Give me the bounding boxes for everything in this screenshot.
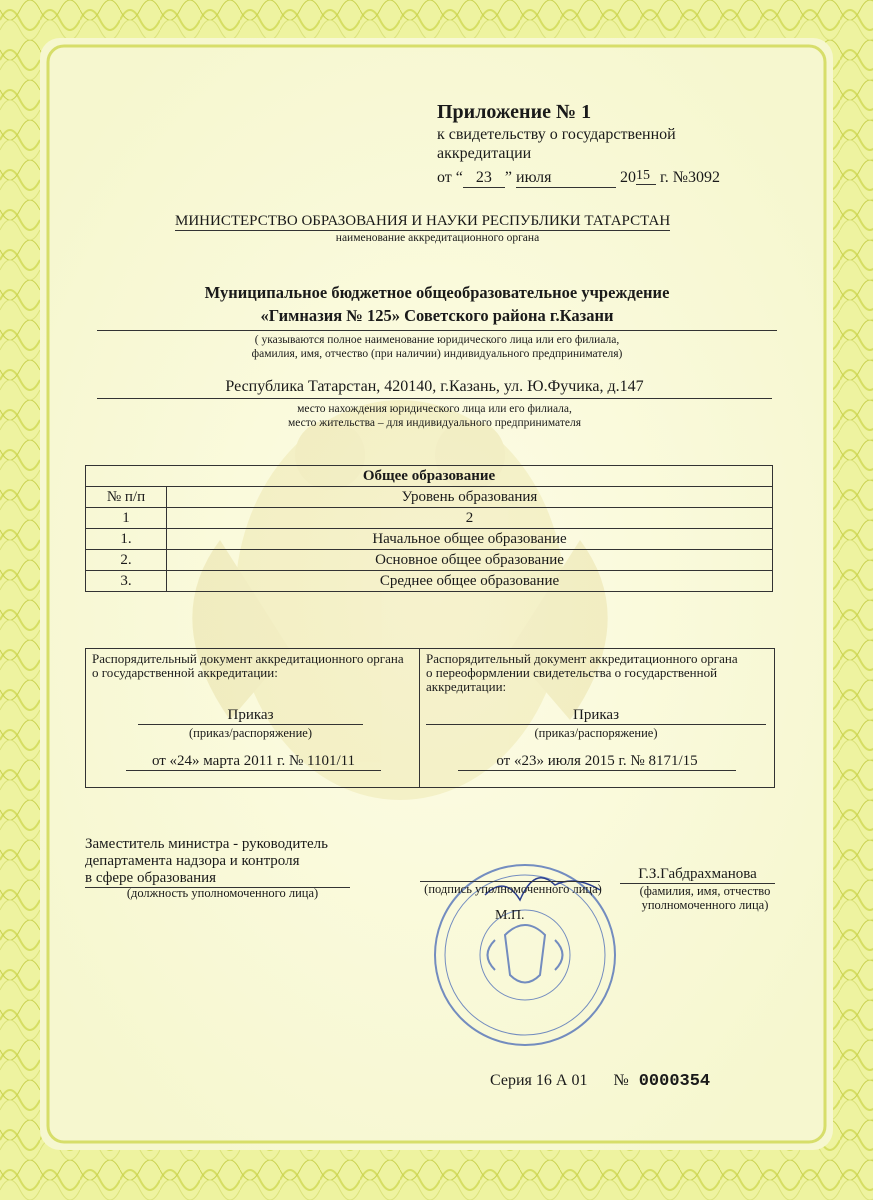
appendix-line1: к свидетельству о государственной — [437, 126, 676, 143]
row-level: Начальное общее образование — [167, 529, 773, 550]
institution-caption2: фамилия, имя, отчество (при наличии) индивидуального предпринимателя) — [251, 348, 623, 360]
series-number: 0000354 — [638, 1072, 711, 1091]
row-level: Среднее общее образование — [167, 571, 773, 592]
address-caption2: место жительства – для индивидуального предпринимателя — [288, 417, 581, 429]
organ-caption: наименование аккредитационного органа — [335, 232, 540, 244]
seal-label: М.П. — [495, 908, 525, 923]
position-line3: в сфере образования — [85, 870, 350, 888]
institution-line1: Муниципальное бюджетное общеобразовательное учреждение — [204, 283, 670, 302]
table-row — [86, 571, 773, 592]
index-col2: 2 — [167, 508, 773, 529]
row-num: 3. — [86, 571, 167, 592]
doc-left-type: Приказ — [138, 707, 363, 725]
table-header-row — [86, 487, 773, 508]
doc-right-details: от «23» июля 2015 г. № 8171/15 — [458, 753, 736, 771]
series-block — [490, 1072, 710, 1091]
doc-right-type-caption: (приказ/распоряжение) — [534, 726, 658, 740]
series-no-label: № — [613, 1072, 629, 1089]
appendix-title: Приложение № 1 — [437, 101, 592, 123]
sign-caption: (подпись уполномоченного лица) — [424, 882, 602, 896]
institution-caption1: ( указываются полное наименование юридического лица или его филиала, — [254, 334, 620, 346]
position-caption: (должность уполномоченного лица) — [126, 886, 319, 900]
row-num: 1. — [86, 529, 167, 550]
table-index-row — [86, 508, 773, 529]
appendix-number: 3092 — [688, 169, 721, 186]
date-day: 23 — [463, 169, 505, 188]
name-caption1: (фамилия, имя, отчество — [639, 884, 771, 898]
year-prefix: 20 — [620, 169, 636, 186]
signer-position — [85, 836, 350, 888]
doc-right-header: Распорядительный документ аккредитационного органа о переоформлении свидетельства о государственной аккредитации: — [426, 651, 738, 694]
education-table-title: Общее образование — [86, 466, 773, 487]
doc-left-type-caption: (приказ/распоряжение) — [188, 726, 313, 740]
date-month: июля — [516, 169, 616, 188]
table-row — [86, 550, 773, 571]
address-caption1: место нахождения юридического лица или его филиала, — [297, 403, 572, 415]
education-table — [85, 465, 773, 592]
col-header-level: Уровень образования — [167, 487, 773, 508]
row-num: 2. — [86, 550, 167, 571]
organ-name: МИНИСТЕРСТВО ОБРАЗОВАНИЯ И НАУКИ РЕСПУБЛИКИ ТАТАРСТАН — [175, 213, 671, 229]
appendix-date — [437, 168, 720, 188]
name-caption2: уполномоченного лица) — [641, 898, 769, 912]
year-suffix: 15 — [636, 168, 656, 185]
doc-right-type: Приказ — [426, 707, 766, 725]
doc-left-header: Распорядительный документ аккредитационного органа о государственной аккредитации: — [92, 651, 404, 680]
row-level: Основное общее образование — [167, 550, 773, 571]
documents-box — [85, 648, 775, 788]
index-col1: 1 — [86, 508, 167, 529]
table-row — [86, 529, 773, 550]
date-prefix: от “ — [437, 169, 463, 186]
position-line1: Заместитель министра - руководитель — [85, 836, 328, 852]
year-label: г. № — [660, 169, 689, 186]
series-label: Серия 16 А 01 — [490, 1072, 588, 1089]
signer-name: Г.З.Габдрахманова — [620, 866, 775, 884]
doc-left-details: от «24» марта 2011 г. № 1101/11 — [126, 753, 381, 771]
position-line2: департамента надзора и контроля — [85, 853, 300, 869]
date-day-suffix: ” — [504, 169, 512, 186]
appendix-line2: аккредитации — [437, 145, 532, 162]
address-value: Республика Татарстан, 420140, г.Казань, ул. Ю.Фучика, д.147 — [97, 378, 772, 399]
col-header-num: № п/п — [86, 487, 167, 508]
institution-line2: «Гимназия № 125» Советского района г.Казани — [97, 306, 777, 331]
